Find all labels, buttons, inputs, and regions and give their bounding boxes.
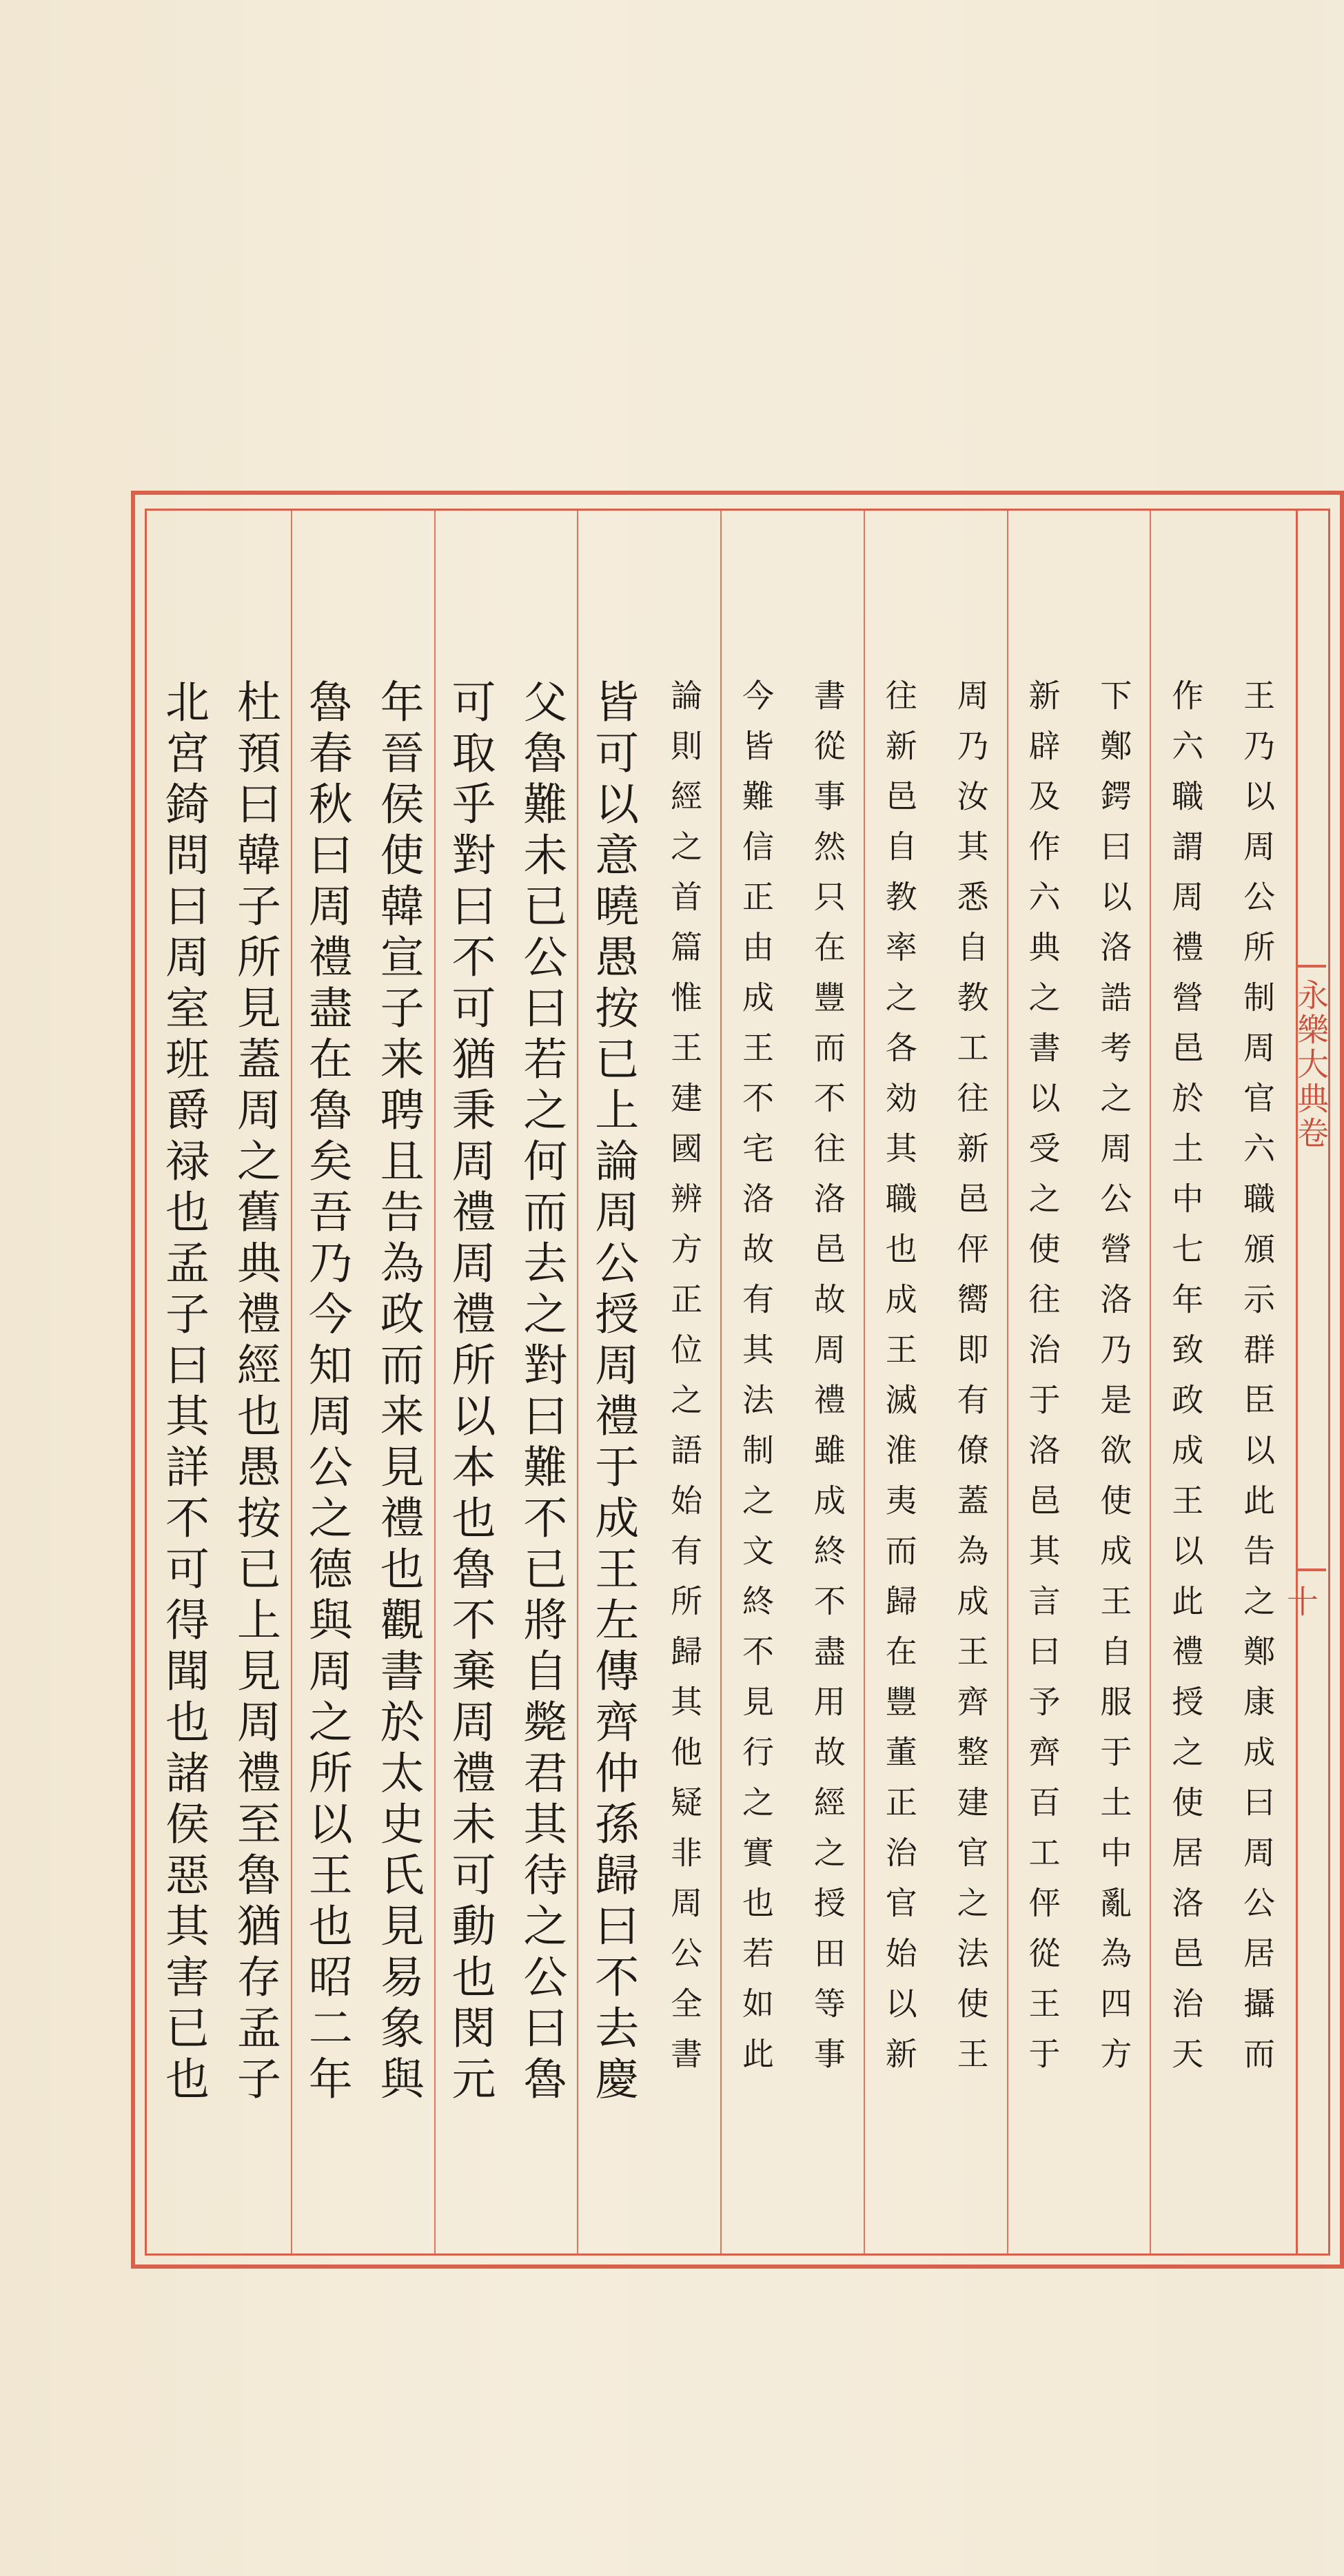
text-column-9: 論則經之首篇惟王建國辨方正位之語始有所歸其他疑非周公全書 <box>666 679 704 2087</box>
column-rule <box>864 511 865 2253</box>
text-column-14: 魯春秋曰周禮盡在魯矣吾乃今知周公之德與周之所以王也昭二年 <box>301 679 352 2107</box>
text-column-3: 下鄭鍔曰以洛誥考之周公營洛乃是欲使成王自服于土中亂為四方 <box>1095 679 1133 2087</box>
text-column-8: 今皆難信正由成王不宅洛故有其法制之文終不見行之實也若如此 <box>737 679 775 2087</box>
text-column-16: 北宮錡問曰周室班爵禄也孟子曰其詳不可得聞也諸侯惡其害已也 <box>157 679 209 2107</box>
leaf-number: 十 <box>1282 1585 1319 1617</box>
text-column-5: 周乃汝其悉自教工往新邑伻嚮即有僚蓋為成王齊整建官之法使王 <box>952 679 990 2087</box>
text-column-2: 作六職謂周禮營邑於土中七年致政成王以此禮授之使居洛邑治天 <box>1167 679 1205 2087</box>
column-rule <box>1150 511 1151 2253</box>
column-rule <box>1007 511 1008 2253</box>
text-column-10: 皆可以意曉愚按已上論周公授周禮于成王左傳齊仲孫歸曰不去慶 <box>587 679 639 2107</box>
text-column-1: 王乃以周公所制周官六職頒示群臣以此告之鄭康成曰周公居攝而 <box>1239 679 1276 2087</box>
text-column-11: 父魯難未已公曰若之何而去之對曰難不已將自斃君其待之公曰魯 <box>516 679 567 2107</box>
text-column-7: 書從事然只在豐而不往洛邑故周禮雖成終不盡用故經之授田等事 <box>808 679 846 2087</box>
text-column-15: 杜預曰韓子所見蓋周之舊典禮經也愚按已上見周禮至魯猶存孟子 <box>229 679 281 2107</box>
text-column-6: 往新邑自教率之各効其職也成王滅淮夷而歸在豐董正治官始以新 <box>880 679 918 2087</box>
margin-label-title: 永樂大典卷 <box>1292 979 1330 1151</box>
column-rule <box>720 511 722 2253</box>
text-column-4: 新辟及作六典之書以受之使往治于洛邑其言曰予齊百工伻從王于 <box>1024 679 1061 2087</box>
text-column-12: 可取乎對曰不可猶秉周禮周禮所以本也魯不棄周禮未可動也閔元 <box>444 679 496 2107</box>
text-column-13: 年晉侯使韓宣子来聘且告為政而来見禮也觀書於太史氏見易象與 <box>372 679 424 2107</box>
